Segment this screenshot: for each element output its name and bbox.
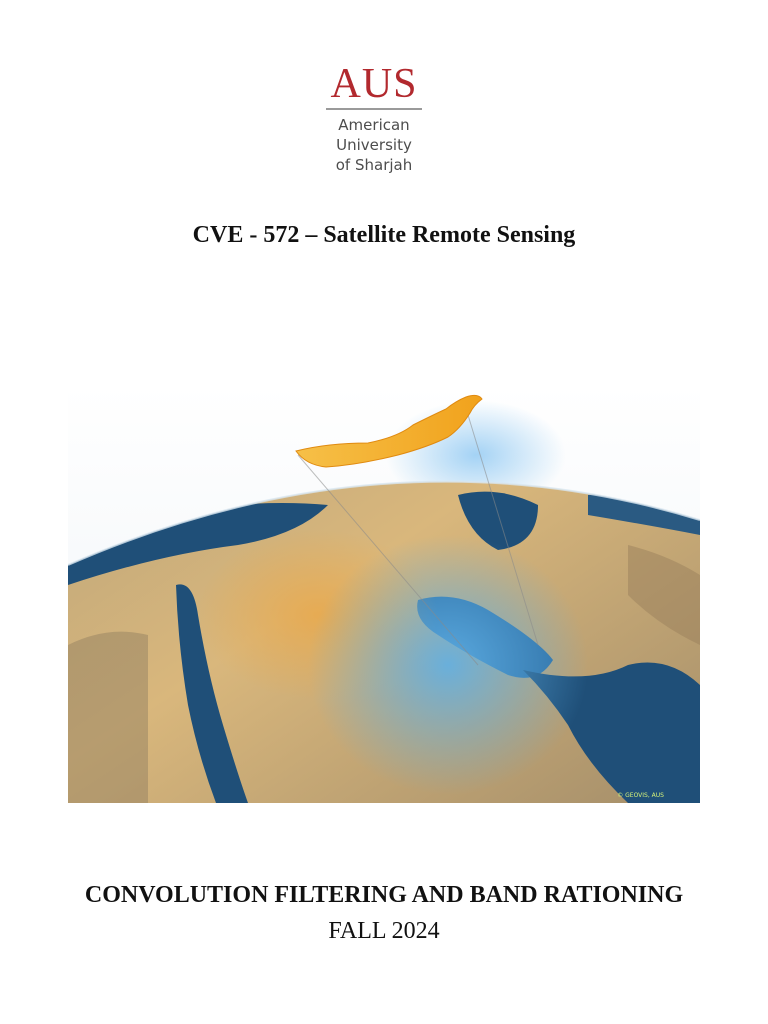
course-title: CVE - 572 – Satellite Remote Sensing [192,222,576,248]
earth-illustration [68,385,700,803]
document-term: FALL 2024 [328,918,440,944]
aus-logo [318,62,430,175]
document-title: CONVOLUTION FILTERING AND BAND RATIONING [84,882,684,908]
logo-line-1: American [338,116,410,134]
cover-earth-image [68,385,700,803]
image-credit: © GEOVIS, AUS [617,792,664,799]
logo-line-2: University [336,136,412,154]
logo-line-3: of Sharjah [335,156,413,174]
logo-divider [326,108,422,110]
logo-acronym: AUS [330,61,418,107]
